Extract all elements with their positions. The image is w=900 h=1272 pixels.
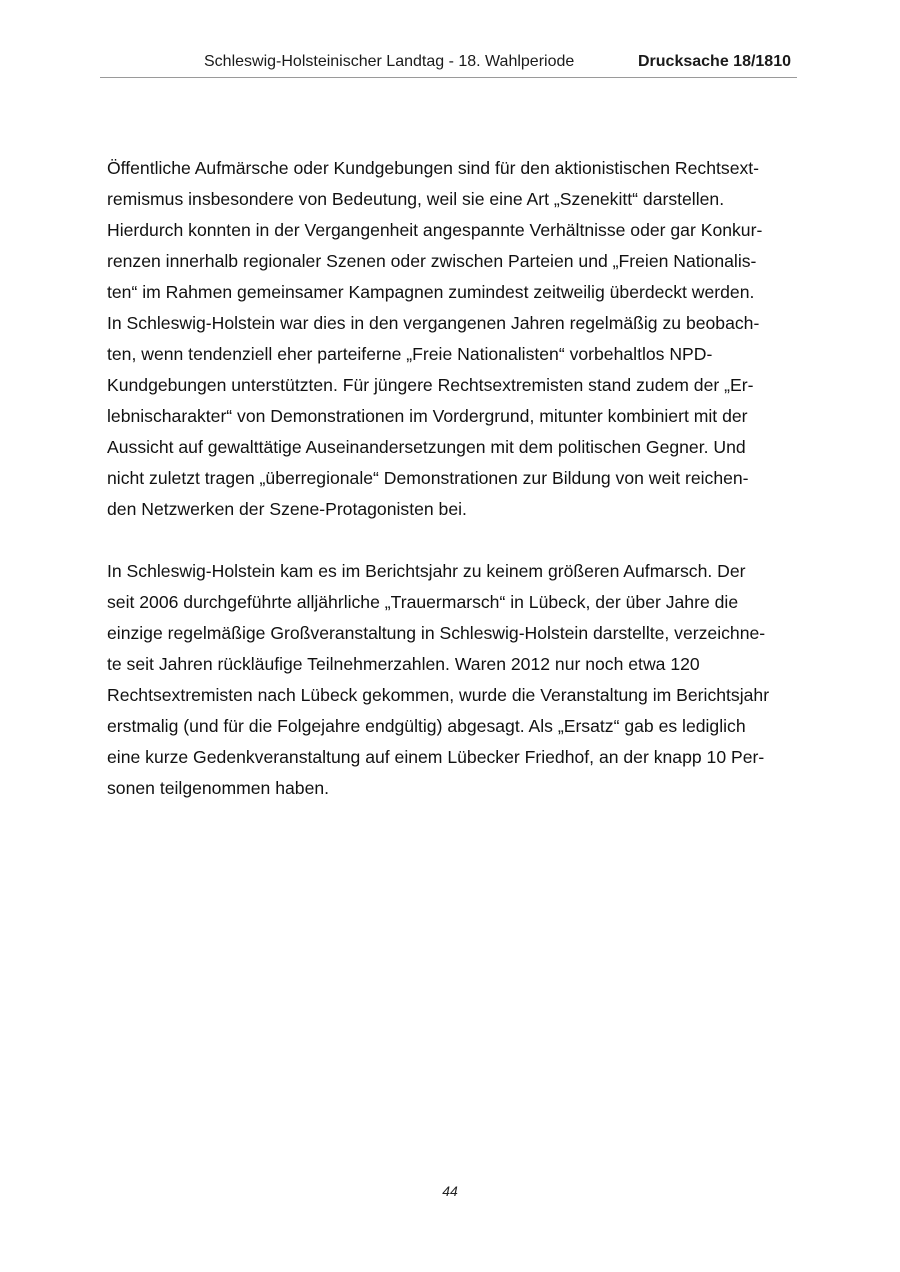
text-line: Hierdurch konnten in der Vergangenheit angespannte Verhältnisse oder gar Konkur-	[107, 220, 763, 240]
text-line: Rechtsextremisten nach Lübeck gekommen, wurde die Veranstaltung im Berichtsjahr	[107, 685, 770, 705]
text-line: In Schleswig-Holstein war dies in den vergangenen Jahren regelmäßig zu beobach-	[107, 313, 760, 333]
paragraph-2	[107, 556, 797, 804]
page-number: 44	[442, 1183, 458, 1199]
text-line: nicht zuletzt tragen „überregionale“ Demonstrationen zur Bildung von weit reichen-	[107, 468, 749, 488]
text-line: te seit Jahren rückläufige Teilnehmerzahlen. Waren 2012 nur noch etwa 120	[107, 654, 700, 674]
text-line: ten, wenn tendenziell eher parteiferne „Freie Nationalisten“ vorbehaltlos NPD-	[107, 344, 713, 364]
page-header	[100, 50, 797, 78]
text-line: In Schleswig-Holstein kam es im Berichtsjahr zu keinem größeren Aufmarsch. Der	[107, 561, 746, 581]
text-line: lebnischarakter“ von Demonstrationen im Vordergrund, mitunter kombiniert mit der	[107, 406, 748, 426]
text-line: Kundgebungen unterstützten. Für jüngere Rechtsextremisten stand zudem der „Er-	[107, 375, 754, 395]
document-number: Drucksache 18/1810	[638, 53, 791, 70]
text-line: eine kurze Gedenkveranstaltung auf einem Lübecker Friedhof, an der knapp 10 Per-	[107, 747, 765, 767]
text-line: renzen innerhalb regionaler Szenen oder zwischen Parteien und „Freien Nationalis-	[107, 251, 757, 271]
text-line: sonen teilgenommen haben.	[107, 778, 330, 798]
text-line: seit 2006 durchgeführte alljährliche „Trauermarsch“ in Lübeck, der über Jahre die	[107, 592, 739, 612]
text-line: erstmalig (und für die Folgejahre endgültig) abgesagt. Als „Ersatz“ gab es lediglich	[107, 716, 746, 736]
paragraph-1	[107, 153, 797, 525]
text-line: ten“ im Rahmen gemeinsamer Kampagnen zumindest zeitweilig überdeckt werden.	[107, 282, 755, 302]
text-line: remismus insbesondere von Bedeutung, weil sie eine Art „Szenekitt“ darstellen.	[107, 189, 725, 209]
body-text	[107, 153, 797, 804]
text-line: Aussicht auf gewalttätige Auseinandersetzungen mit dem politischen Gegner. Und	[107, 437, 746, 457]
text-line: einzige regelmäßige Großveranstaltung in Schleswig-Holstein darstellte, verzeichne-	[107, 623, 766, 643]
text-line: den Netzwerken der Szene-Protagonisten bei.	[107, 499, 467, 519]
text-line: Öffentliche Aufmärsche oder Kundgebungen sind für den aktionistischen Rechtsext-	[107, 158, 760, 178]
header-title: Schleswig-Holsteinischer Landtag - 18. Wahlperiode	[204, 53, 575, 70]
